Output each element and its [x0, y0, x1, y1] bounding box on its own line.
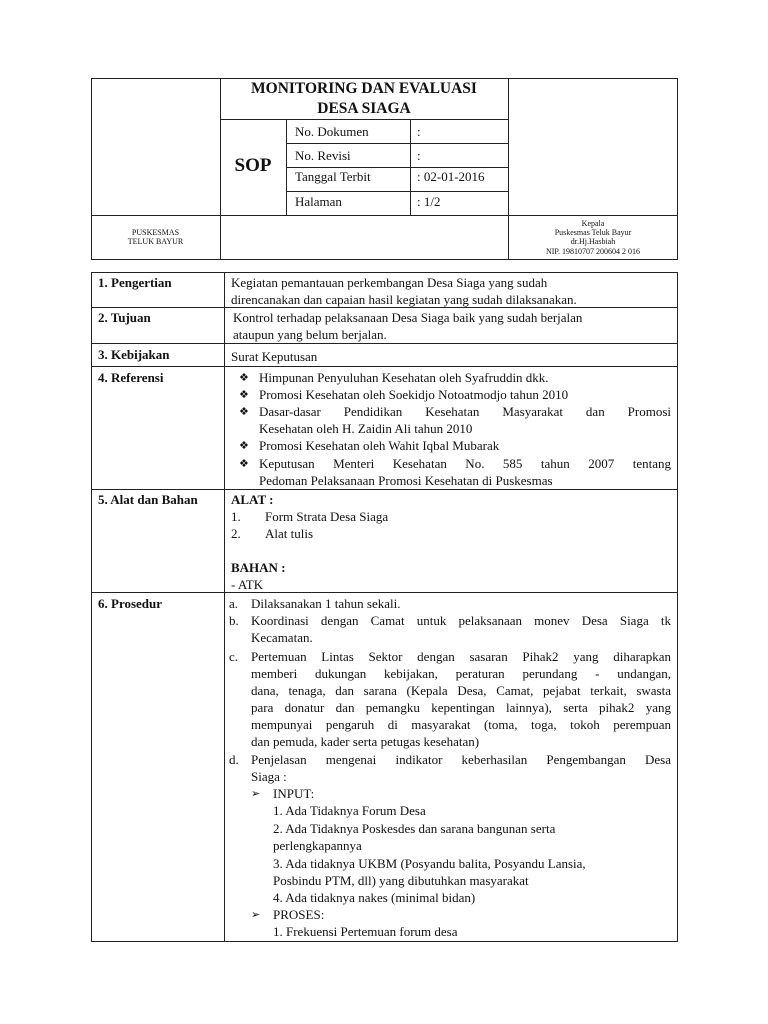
kebijakan-label: 3. Kebijakan: [98, 347, 170, 362]
arrow-icon: ➢: [251, 908, 261, 921]
sop-label: SOP: [234, 155, 272, 176]
prosedur-c-line-5: mempunyai pengaruh di masyarakat (toma, toga, tokoh perempuan: [251, 717, 671, 732]
input-title: INPUT:: [273, 786, 315, 801]
kebijakan-text: Surat Keputusan: [231, 349, 318, 364]
arrow-icon: ➢: [251, 787, 261, 800]
bahan-item: - ATK: [231, 577, 264, 592]
alat-item-2: Alat tulis: [265, 526, 314, 541]
field-line-3: [286, 191, 508, 192]
referensi-item-4: Promosi Kesehatan oleh Wahit Iqbal Mubarak: [259, 438, 500, 453]
referensi-item-3: Dasar-dasar Pendidikan Kesehatan Masyarakat dan Promosi: [259, 404, 671, 419]
referensi-label: 4. Referensi: [98, 370, 164, 385]
prosedur-d-line-2: Siaga :: [251, 769, 287, 784]
bahan-title: BAHAN :: [231, 560, 286, 575]
prosedur-a-text: Dilaksanakan 1 tahun sekali.: [251, 596, 401, 611]
prosedur-label: 6. Prosedur: [98, 596, 163, 611]
input-line-5: Posbindu PTM, dll) yang dibutuhkan masyarakat: [273, 873, 529, 888]
row-divider-5: [91, 592, 678, 593]
header-divider-bottom: [91, 215, 678, 216]
row-divider-3: [91, 366, 678, 367]
alat-item-1-num: 1.: [231, 509, 241, 524]
prosedur-b-marker: b.: [229, 613, 239, 628]
field-label-halaman: Halaman: [295, 194, 342, 209]
label-column-divider: [224, 272, 225, 942]
prosedur-c-line-2: memberi dukungan kebijakan, peraturan perundang - undangan,: [251, 666, 671, 681]
field-label-tanggal-terbit: Tanggal Terbit: [295, 169, 371, 184]
alat-item-2-num: 2.: [231, 526, 241, 541]
input-line-2: 2. Ada Tidaknya Poskesdes dan sarana bangunan serta: [273, 821, 556, 836]
input-line-3: perlengkapannya: [273, 838, 362, 853]
bullet-icon: ❖: [239, 371, 249, 384]
field-value-no-dokumen: :: [417, 124, 421, 139]
field-value-halaman: : 1/2: [417, 194, 441, 209]
input-line-6: 4. Ada tidaknya nakes (minimal bidan): [273, 890, 476, 905]
doc-title-line1: MONITORING DAN EVALUASI: [251, 80, 477, 97]
sign-line-4: NIP. 19810707 200604 2 016: [545, 247, 640, 256]
alat-bahan-label: 5. Alat dan Bahan: [98, 492, 198, 507]
sign-line-2: Puskesmas Teluk Bayur: [554, 228, 632, 237]
field-value-no-revisi: :: [417, 148, 421, 163]
pengertian-label: 1. Pengertian: [98, 275, 172, 290]
referensi-item-1: Himpunan Penyuluhan Kesehatan oleh Syafruddin dkk.: [259, 370, 549, 385]
prosedur-c-line-4: para donatur dan pemangku kepentingan lainnya), serta pihak2 yang: [251, 700, 671, 715]
tujuan-text-2: ataupun yang belum berjalan.: [233, 327, 387, 342]
prosedur-c-marker: c.: [229, 649, 239, 664]
pengertian-text-1: Kegiatan pemantauan perkembangan Desa Siaga yang sudah: [231, 275, 548, 290]
field-label-no-revisi: No. Revisi: [295, 148, 351, 163]
row-divider-2: [91, 343, 678, 344]
row-divider-4: [91, 489, 678, 490]
org-name-line1: PUSKESMAS: [131, 228, 180, 237]
title-divider: [220, 119, 508, 120]
prosedur-b-line-2: Kecamatan.: [251, 630, 313, 645]
proses-title: PROSES:: [273, 907, 325, 922]
bullet-icon: ❖: [239, 457, 249, 470]
prosedur-d-line-1: Penjelasan mengenai indikator keberhasilan Pengembangan Desa: [251, 752, 671, 767]
bullet-icon: ❖: [239, 405, 249, 418]
doc-title-line2: DESA SIAGA: [317, 100, 411, 117]
field-line-1: [286, 143, 508, 144]
referensi-item-5-cont: Pedoman Pelaksanaan Promosi Kesehatan di Puskesmas: [259, 473, 553, 488]
prosedur-d-marker: d.: [229, 752, 239, 767]
input-line-4: 3. Ada tidaknya UKBM (Posyandu balita, Posyandu Lansia,: [273, 856, 586, 871]
alat-item-1: Form Strata Desa Siaga: [265, 509, 389, 524]
prosedur-c-line-1: Pertemuan Lintas Sektor dengan sasaran Pihak2 yang diharapkan: [251, 649, 671, 664]
tujuan-label: 2. Tujuan: [98, 310, 151, 325]
bullet-icon: ❖: [239, 388, 249, 401]
prosedur-c-line-3: dana, tenaga, dan sarana (Kepala Desa, Camat, pejabat terkait, swasta: [251, 683, 671, 698]
bullet-icon: ❖: [239, 439, 249, 452]
org-name-line2: TELUK BAYUR: [127, 237, 184, 246]
field-value-tanggal-terbit: : 02-01-2016: [417, 169, 485, 184]
alat-title: ALAT :: [231, 492, 274, 507]
referensi-item-2: Promosi Kesehatan oleh Soekidjo Notoatmodjo tahun 2010: [259, 387, 569, 402]
input-line-1: 1. Ada Tidaknya Forum Desa: [273, 803, 426, 818]
pengertian-text-2: direncanakan dan capaian hasil kegiatan yang sudah dilaksanakan.: [231, 292, 577, 307]
referensi-item-5: Keputusan Menteri Kesehatan No. 585 tahun 2007 tentang: [259, 456, 671, 471]
prosedur-a-marker: a.: [229, 596, 239, 611]
field-label-no-dokumen: No. Dokumen: [295, 124, 369, 139]
sign-line-3: dr.Hj.Hasbiah: [570, 237, 616, 246]
tujuan-text-1: Kontrol terhadap pelaksanaan Desa Siaga baik yang sudah berjalan: [233, 310, 583, 325]
referensi-item-3-cont: Kesehatan oleh H. Zaidin Ali tahun 2010: [259, 421, 473, 436]
prosedur-c-line-6: dan pemuda, kader serta petugas kesehatan): [251, 734, 480, 749]
prosedur-b-line-1: Koordinasi dengan Camat untuk pelaksanaan monev Desa Siaga tk: [251, 613, 671, 628]
proses-line-1: 1. Frekuensi Pertemuan forum desa: [273, 924, 458, 939]
sign-line-1: Kepala: [581, 219, 605, 228]
